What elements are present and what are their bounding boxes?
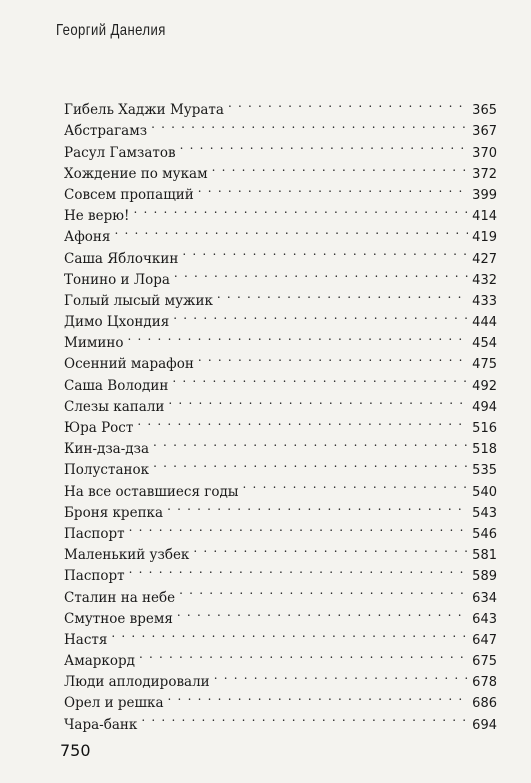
toc-entry-title: Гибель Хаджи Мурата [64, 102, 224, 119]
toc-entry-title: Полустанок [64, 462, 150, 479]
toc-entry-page: 540 [472, 484, 497, 500]
toc-entry-title: Абстрагамз [64, 123, 148, 140]
toc-entry [64, 241, 497, 267]
toc-entry [64, 220, 497, 246]
toc-dot-leader [137, 411, 468, 432]
toc-dot-leader [174, 263, 468, 284]
toc-dot-leader [193, 538, 468, 559]
toc-dot-leader [177, 602, 468, 623]
toc-entry-title: Паспорт [64, 525, 125, 542]
toc-dot-leader [217, 284, 468, 305]
toc-entry-title: Чара-банк [64, 716, 138, 733]
toc-entry-page: 675 [472, 654, 497, 670]
toc-dot-leader [114, 220, 468, 241]
toc-entry-title: Кин-дза-дза [64, 441, 150, 458]
toc-entry-page: 365 [472, 103, 497, 119]
page-number: 750 [60, 741, 91, 760]
toc-entry-page: 399 [472, 187, 497, 203]
toc-entry [64, 644, 497, 670]
toc-entry-page: 475 [472, 357, 497, 373]
toc-entry [64, 538, 497, 564]
toc-dot-leader [139, 644, 468, 665]
toc-entry-page: 372 [472, 166, 497, 182]
toc-dot-leader [243, 474, 469, 495]
toc-entry-title: Амаркорд [64, 653, 135, 670]
toc-dot-leader [129, 559, 469, 580]
toc-dot-leader [168, 390, 468, 411]
toc-entry-title: Маленький узбек [64, 547, 190, 564]
running-title: Георгий Данелия [56, 22, 166, 39]
toc-entry-title: Смутное время [64, 610, 173, 627]
toc-dot-leader [133, 199, 468, 220]
toc-dot-leader [153, 432, 468, 453]
toc-dot-leader [151, 114, 468, 135]
toc-entry-page: 419 [472, 230, 497, 246]
toc-entry-title: Мимино [64, 335, 124, 352]
toc-dot-leader [141, 707, 468, 728]
toc-entry-title: Саша Яблочкин [64, 250, 179, 267]
toc-dot-leader [129, 517, 469, 538]
toc-entry-title: Саша Володин [64, 377, 169, 394]
toc-dot-leader [172, 368, 468, 389]
toc-dot-leader [212, 157, 469, 178]
toc-entry-page: 433 [472, 293, 497, 309]
toc-entry-title: Афоня [64, 229, 111, 246]
toc-entry-page: 518 [472, 442, 497, 458]
toc-entry-title: Паспорт [64, 568, 125, 585]
toc-entry-page: 581 [472, 548, 497, 564]
toc-entry-title: Голый лысый мужик [64, 292, 213, 309]
table-of-contents [64, 93, 497, 733]
toc-entry-page: 494 [472, 399, 497, 415]
toc-entry-page: 678 [472, 675, 497, 691]
toc-entry-title: Сталин на небе [64, 589, 176, 606]
toc-entry-title: Тонино и Лора [64, 271, 170, 288]
toc-entry-title: Не верю! [64, 208, 130, 225]
toc-entry-title: Броня крепка [64, 504, 164, 521]
toc-entry-page: 454 [472, 336, 497, 352]
toc-entry-title: Хождение по мукам [64, 165, 208, 182]
toc-entry-title: Слезы капали [64, 398, 165, 415]
toc-dot-leader [153, 453, 468, 474]
toc-entry [64, 623, 497, 648]
toc-entry [64, 93, 497, 119]
toc-entry-page: 589 [472, 569, 497, 585]
toc-dot-leader [168, 686, 469, 707]
toc-entry-page: 543 [472, 505, 497, 521]
toc-entry-page: 686 [472, 696, 497, 712]
toc-dot-leader [167, 496, 468, 517]
toc-dot-leader [214, 665, 468, 686]
toc-entry-page: 427 [472, 251, 497, 267]
toc-dot-leader [198, 178, 468, 199]
toc-entry-title: Совсем пропащий [64, 186, 194, 203]
toc-entry [64, 347, 497, 373]
toc-entry-page: 516 [472, 421, 497, 436]
toc-dot-leader [228, 93, 468, 114]
toc-dot-leader [111, 623, 468, 644]
toc-dot-leader [127, 326, 468, 347]
toc-entry-page: 492 [472, 378, 497, 394]
toc-entry-page: 535 [472, 463, 497, 479]
toc-dot-leader [173, 305, 468, 326]
toc-entry-page: 643 [472, 611, 497, 627]
toc-dot-leader [179, 580, 468, 601]
toc-entry-title: Орел и решка [64, 695, 164, 712]
toc-entry-page: 414 [472, 209, 497, 225]
toc-entry-title: Димо Цхондия [64, 314, 170, 331]
toc-dot-leader [198, 347, 468, 368]
toc-dot-leader [180, 135, 469, 156]
toc-entry [64, 580, 497, 606]
toc-entry-title: Юра Рост [64, 420, 134, 436]
toc-entry-title: Расул Гамзатов [64, 144, 176, 161]
toc-entry-page: 367 [472, 124, 497, 140]
toc-entry-page: 432 [472, 272, 497, 288]
toc-entry-title: Настя [64, 631, 108, 648]
toc-entry [64, 326, 497, 352]
toc-entry-title: Осенний марафон [64, 356, 194, 373]
toc-entry [64, 559, 497, 585]
toc-entry-page: 694 [472, 717, 497, 733]
toc-entry-page: 370 [472, 145, 497, 161]
toc-entry-title: На все оставшиеся годы [64, 483, 239, 500]
toc-entry-page: 444 [472, 315, 497, 331]
toc-entry-page: 546 [472, 526, 497, 542]
toc-entry-title: Люди аплодировали [64, 674, 210, 691]
toc-entry [64, 517, 497, 542]
toc-entry-page: 647 [472, 632, 497, 648]
toc-entry-page: 634 [472, 590, 497, 606]
toc-dot-leader [182, 241, 468, 262]
